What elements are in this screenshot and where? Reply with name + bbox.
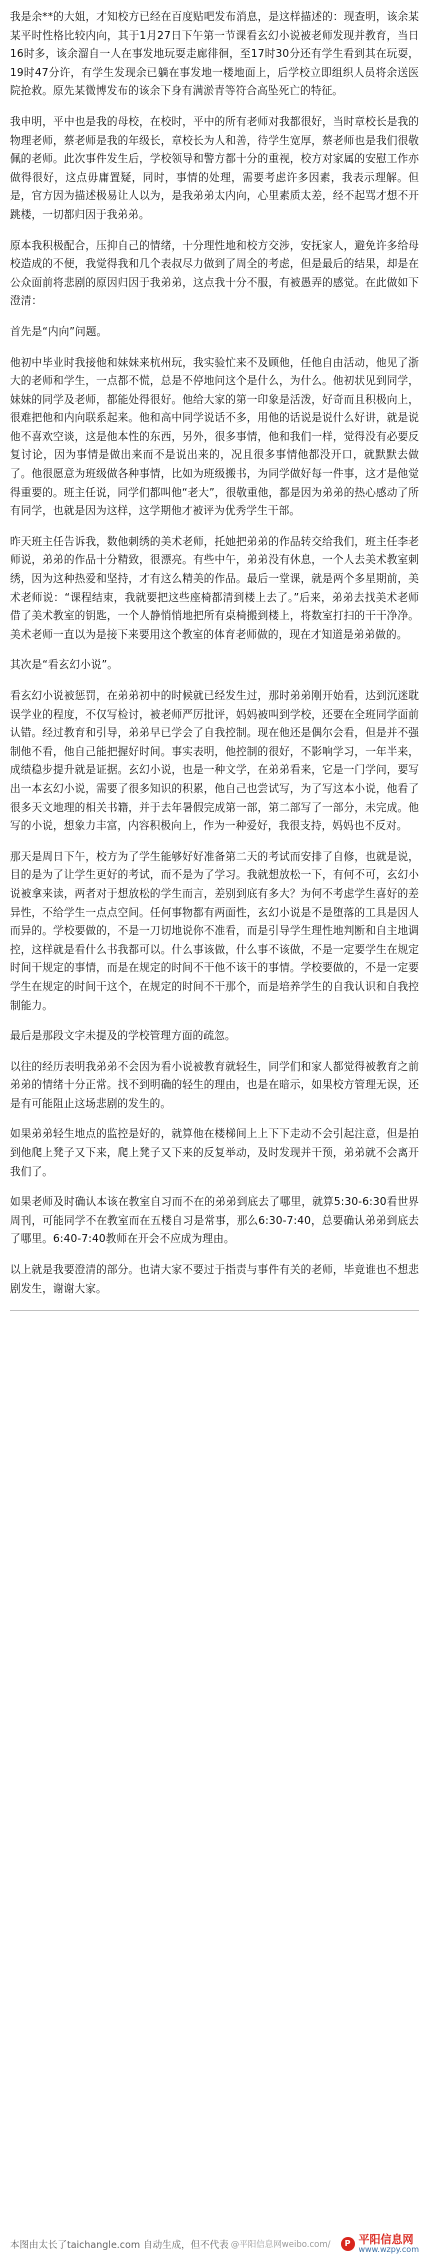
paragraph-statement: 我申明，平中也是我的母校，在校时，平中的所有老师对我都很好，当时章校长是我的物理老师，蔡老师是我的年级长，章校长为人和善，待学生宽厚，蔡老师也是我们很敬佩的老师。此次事件发生后，学校领导和警方都十分的重视，校方对家属的安慰工作亦做得很好，这点毋庸置疑，同时，事情的处理，需要考虑许多因素，我表示理解。但是，官方因为描述极易让人以为，是我弟弟太内向，心里素质太差，经不起骂才想不开跳楼，一切都归因于我弟弟。	[10, 115, 419, 221]
footer-source-text: 本图由太长了taichangle.com 自动生成，但不代表	[10, 2240, 229, 2251]
watermark-url: www.wzpy.com	[358, 2244, 419, 2254]
watermark-logo-icon: P	[341, 2237, 355, 2251]
heading-management: 最后是那段文字未提及的学校管理方面的疏忽。	[10, 1030, 236, 1043]
heading-novels: 其次是“看玄幻小说”。	[10, 659, 118, 672]
footer-divider	[10, 1310, 419, 1311]
heading-introvert: 首先是“内向”问题。	[10, 325, 108, 338]
paragraph-no-reason: 以往的经历表明我弟弟不会因为看小说被教育就轻生，同学们和家人都觉得被教育之前弟弟的情绪十分正常。找不到明确的轻生的理由，也是在暗示，如果校方管理无误，还是有可能阻止这场悲剧的发生的。	[10, 1060, 419, 1110]
watermark-title: 平阳信息网	[358, 2232, 414, 2246]
paragraph-closing: 以上就是我要澄清的部分。也请大家不要过于指责与事件有关的老师，毕竟谁也不想悲剧发生，谢谢大家。	[10, 1264, 419, 1295]
footer-bar	[10, 2233, 419, 2255]
paragraph-intro: 我是余**的大姐，才知校方已经在百度贴吧发布消息，是这样描述的：现查明，该余某某平时性格比较内向，其于1月27日下午第一节课看玄幻小说被老师发现并教育，当日16时多，该余溜自一人在事发地玩耍走廊徘徊，至17时30分还有学生看到其在玩耍，19时47分许，有学生发现余已躺在事发地一楼地面上，后学校立即组织人员将余送医院抢救。原先某微博发布的该余下身有满淤青等符合高坠死亡的特征。	[10, 11, 419, 98]
paragraph-teacher-check: 如果老师及时确认本该在教室自习而不在的弟弟到底去了哪里，就算5:30-6:30看世界周刊，可能同学不在教室而在五楼自习是常事，那么6:30-7:40，总要确认弟弟到底去了哪里。6:40-7:40教师在开会不应成为理由。	[10, 1196, 419, 1246]
paragraph-monitoring: 如果弟弟轻生地点的监控是好的，就算他在楼梯间上上下下走动不会引起注意，但是拍到他爬上凳子又下来，爬上凳子又下来的反复举动，及时发现并干预，弟弟就不会离开我们了。	[10, 1128, 419, 1178]
paragraph-cooperation: 原本我积极配合，压抑自己的情绪，十分理性地和校方交涉，安抚家人，避免许多给母校造成的不便，我觉得我和几个表叔尽力做到了周全的考虑，但是最后的结果，却是在公众面前将悲剧的原因归因于我弟弟，这点我十分不服，有被愚弄的感觉。在此做如下澄清：	[10, 239, 419, 308]
watermark	[231, 2234, 419, 2255]
paragraph-personality: 他初中毕业时我接他和妹妹来杭州玩，我实验忙来不及顾他，任他自由活动，他见了浙大的老师和学生，一点都不慌，总是不停地问这个是什么，为什么。他初状见到同学，妹妹的同学及老师，都能处得很好。他给大家的第一印象是活泼，好奇而且积极向上，很难把他和内向联系起来。他和高中同学说话不多，用他的话说是说什么好讲，就是说他不喜欢空谈，这是他本性的东西，另外，很多事情，他和我们一样，觉得没有必要反复讨论，因为事情是做出来而不是说出来的，况且很多事情他都没开口，就默默去做了。他很愿意为班级做各种事情，比如为班级搬书，为同学做好每一件事，这才是他觉得重要的。班主任说，同学们都叫他“老大”，很敬重他，都是因为弟弟的热心感动了所有同学，也就是因为这样，这学期他才被评为优秀学生干部。	[10, 356, 419, 518]
paragraph-art-teacher: 昨天班主任告诉我，数他刺绣的美术老师，托她把弟弟的作品转交给我们，班主任李老师说，弟弟的作品十分精致，很漂亮。有些中午，弟弟没有休息，一个人去美术教室刺绣，因为这种热爱和坚持，才有这么精美的作品。最后一堂课，就是两个多星期前，美术老师说：“课程结束，我就要把这些座椅都清到楼上去了。”后来，弟弟去找美术老师借了美术教室的钥匙，一个人静悄悄地把所有桌椅搬到楼上，将数室打扫的干干净净。美术老师一直以为是接下来要用这个教室的体育老师做的，现在才知道是弟弟做的。	[10, 535, 419, 641]
paragraph-novels: 看玄幻小说被惩罚，在弟弟初中的时候就已经发生过，那时弟弟刚开始看，达到沉迷耽误学业的程度，不仅写检讨，被老师严厉批评，妈妈被叫到学校，还要在全班同学面前认错。经过教育和引导，弟弟早已学会了自我控制。现在他还是偶尔会看，但是并不强制他不看，他自己能把握好时间。事实表明，他控制的很好，不影响学习，一年半来，成绩稳步提升就是证据。玄幻小说，也是一种文学，在弟弟看来，它是一门学问，要写出一本玄幻小说，需要了很多知识的积累，他自己也尝试写，为了写这本小说，他看了很多天文地理的相关书籍，并于去年暑假完成第一部，第二部写了一部分，未完成。他写的小说，想象力丰富，内容积极向上，作为一种爱好，我很支持，妈妈也不反对。	[10, 690, 419, 833]
paragraph-sunday: 那天是周日下午，校方为了学生能够好好准备第二天的考试而安排了自修，也就是说，目的是为了让学生更好的考试，而不是为了学习。我就想放松一下，有何不可，玄幻小说被拿来读，两者对于想放松的学生而言，差别到底有多大？为何不考虑学生喜好的差异性，不给学生一点点空间。任何事物都有两面性，玄幻小说是不是堕落的工具是因人而异的。学校要做的，不是一刀切地说你不准看，而是引导学生理性地判断和自主地调控，这样就是看什么书我都可以。什么事该做，什么事不该做，不是一定要学生在规定时间干规定的事情，而是在规定的时间不干他不该干的事情。学校要做的，不是一定要学生在规定的时间干这个，在规定的时间不干那个，而是培养学生的自我认识和自我控制能力。	[10, 850, 419, 1012]
weibo-mark: @平阳信息网weibo.com/	[230, 2239, 331, 2250]
watermark-text	[359, 2234, 419, 2255]
